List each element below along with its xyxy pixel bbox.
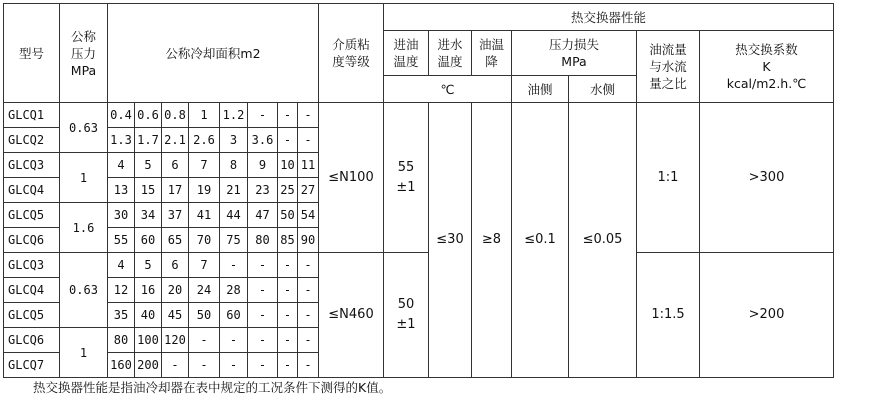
oil-in-temp-cell: 50 ±1 <box>384 253 429 378</box>
area-cell: 34 <box>135 203 162 228</box>
area-cell: 28 <box>220 278 248 303</box>
area-cell: 1 <box>189 103 220 128</box>
area-cell: 9 <box>248 153 278 178</box>
area-cell: 25 <box>278 178 298 203</box>
header-pressure: 公称 压力 MPa <box>60 4 108 103</box>
area-cell: 0.4 <box>108 103 135 128</box>
header-oil-side: 油侧 <box>512 76 569 103</box>
area-cell: 23 <box>248 178 278 203</box>
area-cell: - <box>248 303 278 328</box>
area-cell: 55 <box>108 228 135 253</box>
k-value-cell: >300 <box>700 103 834 253</box>
area-cell: - <box>248 278 278 303</box>
area-cell: 1.3 <box>108 128 135 153</box>
area-cell: - <box>248 103 278 128</box>
model-cell: GLCQ4 <box>4 178 60 203</box>
area-cell: 6 <box>162 253 189 278</box>
table-row <box>4 253 834 278</box>
model-cell: GLCQ5 <box>4 203 60 228</box>
area-cell: - <box>298 328 319 353</box>
area-cell: 75 <box>220 228 248 253</box>
pressure-cell: 0.63 <box>60 103 108 153</box>
area-cell: - <box>298 128 319 153</box>
area-cell: - <box>220 328 248 353</box>
area-cell: 70 <box>189 228 220 253</box>
model-cell: GLCQ6 <box>4 328 60 353</box>
area-cell: - <box>248 328 278 353</box>
area-cell: 3.6 <box>248 128 278 153</box>
header-heat-coefficient: 热交换系数 K kcal/m2.h.℃ <box>700 31 834 103</box>
header-performance: 热交换器性能 <box>384 4 834 31</box>
header-model: 型号 <box>4 4 60 103</box>
area-cell: 2.6 <box>189 128 220 153</box>
area-cell: 65 <box>162 228 189 253</box>
area-cell: 3 <box>220 128 248 153</box>
header-oil-temp-drop: 油温 降 <box>472 31 512 76</box>
area-cell: 160 <box>108 353 135 378</box>
area-cell: 24 <box>189 278 220 303</box>
area-cell: 12 <box>108 278 135 303</box>
area-cell: 6 <box>162 153 189 178</box>
area-cell: 100 <box>135 328 162 353</box>
area-cell: - <box>298 253 319 278</box>
model-cell: GLCQ4 <box>4 278 60 303</box>
area-cell: - <box>278 278 298 303</box>
model-cell: GLCQ1 <box>4 103 60 128</box>
model-cell: GLCQ7 <box>4 353 60 378</box>
area-cell: 10 <box>278 153 298 178</box>
k-value-cell: >200 <box>700 253 834 378</box>
area-cell: - <box>278 128 298 153</box>
area-cell: 5 <box>135 153 162 178</box>
area-cell: 50 <box>189 303 220 328</box>
area-cell: 0.6 <box>135 103 162 128</box>
area-cell: 20 <box>162 278 189 303</box>
area-cell: 80 <box>108 328 135 353</box>
header-temp-unit: ℃ <box>384 76 512 103</box>
area-cell: - <box>298 103 319 128</box>
oil-in-temp-cell: 55 ±1 <box>384 103 429 253</box>
area-cell: 41 <box>189 203 220 228</box>
area-cell: - <box>278 103 298 128</box>
area-cell: 1.2 <box>220 103 248 128</box>
header-viscosity: 介质粘 度等级 <box>319 4 384 103</box>
header-flow-ratio: 油流量 与水流 量之比 <box>637 31 700 103</box>
area-cell: - <box>189 353 220 378</box>
flow-ratio-cell: 1:1.5 <box>637 253 700 378</box>
area-cell: 85 <box>278 228 298 253</box>
area-cell: - <box>162 353 189 378</box>
area-cell: 13 <box>108 178 135 203</box>
area-cell: 40 <box>135 303 162 328</box>
area-cell: 60 <box>135 228 162 253</box>
area-cell: 5 <box>135 253 162 278</box>
area-cell: - <box>248 353 278 378</box>
table-footnote: 热交换器性能是指油冷却器在表中规定的工况条件下测得的K值。 <box>33 380 392 395</box>
area-cell: 27 <box>298 178 319 203</box>
area-cell: 35 <box>108 303 135 328</box>
area-cell: 21 <box>220 178 248 203</box>
oil-side-loss-cell: ≤0.1 <box>512 103 569 378</box>
area-cell: 15 <box>135 178 162 203</box>
area-cell: - <box>298 353 319 378</box>
pressure-cell: 0.63 <box>60 253 108 328</box>
area-cell: 7 <box>189 153 220 178</box>
area-cell: 80 <box>248 228 278 253</box>
pressure-cell: 1.6 <box>60 203 108 253</box>
area-cell: - <box>278 303 298 328</box>
area-cell: 17 <box>162 178 189 203</box>
header-cooling-area: 公称冷却面积m2 <box>108 4 319 103</box>
water-in-temp-cell: ≤30 <box>429 103 472 378</box>
area-cell: 200 <box>135 353 162 378</box>
area-cell: 8 <box>220 153 248 178</box>
area-cell: 47 <box>248 203 278 228</box>
area-cell: 44 <box>220 203 248 228</box>
area-cell: 4 <box>108 153 135 178</box>
header-oil-in-temp: 进油 温度 <box>384 31 429 76</box>
area-cell: - <box>220 353 248 378</box>
area-cell: 90 <box>298 228 319 253</box>
table-row <box>4 103 834 128</box>
header-water-in-temp: 进水 温度 <box>429 31 472 76</box>
area-cell: 11 <box>298 153 319 178</box>
area-cell: - <box>298 278 319 303</box>
area-cell: 0.8 <box>162 103 189 128</box>
area-cell: 120 <box>162 328 189 353</box>
area-cell: 16 <box>135 278 162 303</box>
area-cell: 54 <box>298 203 319 228</box>
area-cell: 60 <box>220 303 248 328</box>
area-cell: 7 <box>189 253 220 278</box>
area-cell: - <box>298 303 319 328</box>
area-cell: 1.7 <box>135 128 162 153</box>
area-cell: - <box>278 353 298 378</box>
area-cell: - <box>278 253 298 278</box>
area-cell: - <box>248 253 278 278</box>
model-cell: GLCQ6 <box>4 228 60 253</box>
area-cell: 19 <box>189 178 220 203</box>
model-cell: GLCQ5 <box>4 303 60 328</box>
oil-temp-drop-cell: ≥8 <box>472 103 512 378</box>
area-cell: - <box>220 253 248 278</box>
area-cell: 4 <box>108 253 135 278</box>
model-cell: GLCQ3 <box>4 253 60 278</box>
area-cell: 30 <box>108 203 135 228</box>
model-cell: GLCQ3 <box>4 153 60 178</box>
area-cell: 2.1 <box>162 128 189 153</box>
viscosity-cell: ≤N460 <box>319 253 384 378</box>
pressure-cell: 1 <box>60 153 108 203</box>
area-cell: - <box>189 328 220 353</box>
header-pressure-loss: 压力损失 MPa <box>512 31 637 76</box>
model-cell: GLCQ2 <box>4 128 60 153</box>
spec-table-wrapper <box>3 3 834 378</box>
area-cell: - <box>278 328 298 353</box>
flow-ratio-cell: 1:1 <box>637 103 700 253</box>
water-side-loss-cell: ≤0.05 <box>569 103 637 378</box>
area-cell: 37 <box>162 203 189 228</box>
area-cell: 45 <box>162 303 189 328</box>
oil-cooler-spec-table <box>3 3 834 378</box>
pressure-cell: 1 <box>60 328 108 378</box>
viscosity-cell: ≤N100 <box>319 103 384 253</box>
header-water-side: 水侧 <box>569 76 637 103</box>
area-cell: 50 <box>278 203 298 228</box>
